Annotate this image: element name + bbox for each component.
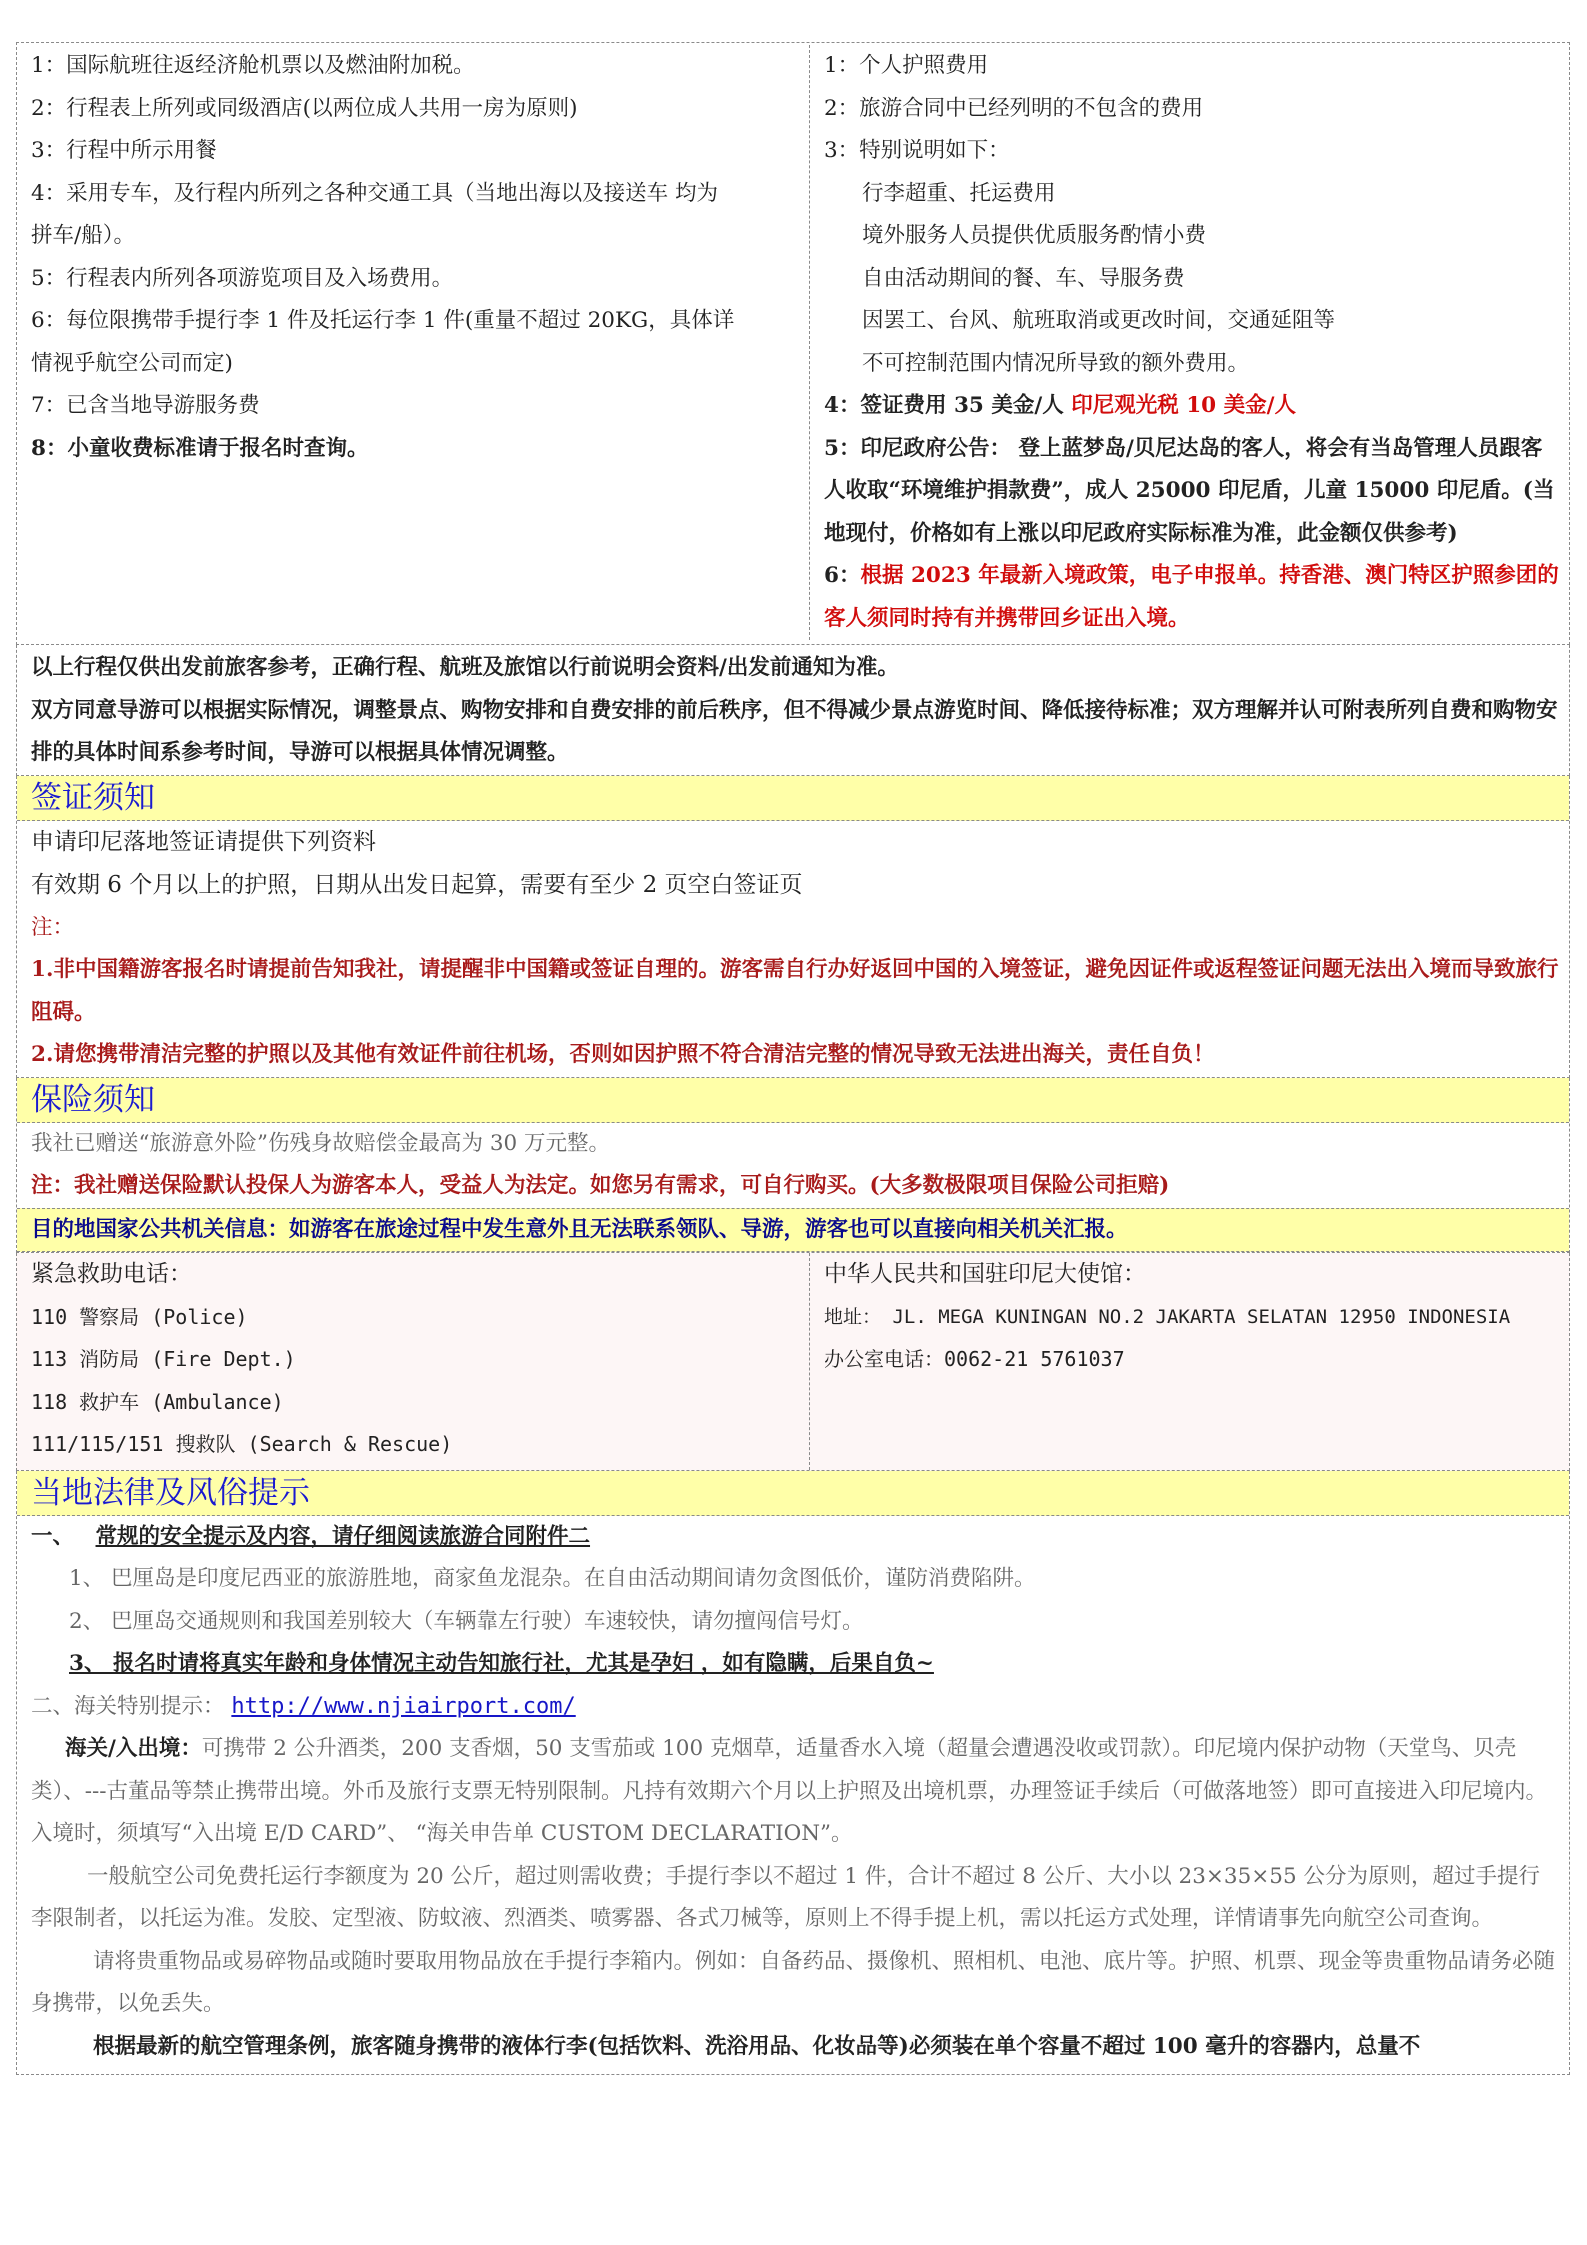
fee-table [16, 42, 1570, 645]
tourist-tax: 印尼观光税 10 美金/人 [1071, 393, 1296, 418]
visa-section [16, 776, 1570, 1078]
insurance-section [16, 1078, 1570, 1254]
insurance-note: 注：我社赠送保险默认投保人为游客本人，受益人为法定。如您另有需求，可自行购买。(大多数极限项目保险公司拒赔) [31, 1173, 1170, 1198]
included-item: 拼车/船）。 [31, 223, 135, 248]
customs-paragraph [17, 1728, 1569, 1856]
excluded-item: 3：特别说明如下： [824, 138, 1010, 163]
liquids-paragraph: 根据最新的航空管理条例，旅客随身携带的液体行李(包括饮料、洗浴用品、化妆品等)必须装在单个容量不超过 100 毫升的容器内，总量不 [93, 2033, 1421, 2059]
visa-note: 2.请您携带清洁完整的护照以及其他有效证件前往机场，否则如因护照不符合清洁完整的情况导致无法进出海关，责任自负！ [31, 1042, 1215, 1067]
entry-policy-text: 根据 2023 年最新入境政策，电子申报单。持香港、澳门特区护照参团的客人须同时持有并携带回乡证出入境。 [824, 563, 1559, 631]
law-section-1-title: 常规的安全提示及内容，请仔细阅读旅游合同附件二 [95, 1523, 591, 1549]
emergency-phone: 110 警察局 (Police) [31, 1304, 248, 1329]
excluded-subitem: 不可控制范围内情况所导致的额外费用。 [862, 350, 1250, 376]
insurance-heading: 保险须知 [17, 1078, 1569, 1123]
baggage-paragraph: 一般航空公司免费托运行李额度为 20 公斤，超过则需收费；手提行李以不超过 1 件，合计不超过 8 公斤、大小以 23×35×55 公分为原则，超过手提行李限制者，以托运为准。发胶、定型液、防蚊液、烈酒类、喷雾器、各式刀械等，原则上不得手提上机，需以托运方式处理，详情请事先向航空公司查询。 [31, 1863, 1540, 1931]
included-item: 1：国际航班往返经济舱机票以及燃油附加税。 [31, 53, 475, 78]
emergency-section [16, 1253, 1570, 1471]
included-item: 情视乎航空公司而定) [31, 350, 233, 376]
emergency-phones [17, 1253, 810, 1470]
law-section [16, 1471, 1570, 2076]
itinerary-notice [16, 645, 1570, 776]
document [16, 42, 1570, 2075]
customs-heading [17, 1686, 1569, 1729]
embassy-info [810, 1253, 1568, 1470]
entry-policy-label: 6： [824, 563, 861, 588]
included-item: 4：采用专车，及行程内所列之各种交通工具（当地出海以及接送车 均为 [31, 180, 719, 206]
valuables-paragraph: 请将贵重物品或易碎物品或随时要取用物品放在手提行李箱内。例如：自备药品、摄像机、照相机、电池、底片等。护照、机票、现金等贵重物品请务必随身携带，以免丢失。 [31, 1948, 1556, 2016]
excluded-item: 2：旅游合同中已经列明的不包含的费用 [824, 95, 1204, 121]
fee-excluded-column [810, 45, 1568, 640]
embassy-phone: 办公室电话：0062-21 5761037 [824, 1347, 1125, 1371]
excluded-subitem: 行李超重、托运费用 [862, 180, 1056, 206]
included-item: 3：行程中所示用餐 [31, 138, 217, 163]
emergency-phone: 113 消防局 (Fire Dept.) [31, 1347, 296, 1371]
visa-note: 1.非中国籍游客报名时请提前告知我社，请提醒非中国籍或签证自理的。游客需自行办好返回中国的入境签证，避免因证件或返程签证问题无法出入境而导致旅行阻碍。 [31, 957, 1559, 1025]
notice-line: 双方同意导游可以根据实际情况，调整景点、购物安排和自费安排的前后秩序，但不得减少景点游览时间、降低接待标准；双方理解并认可附表所列自费和购物安排的具体时间系参考时间，导游可以根据具体情况调整。 [31, 697, 1558, 765]
excluded-subitem: 境外服务人员提供优质服务酌情小费 [862, 223, 1207, 248]
law-section-1 [17, 1516, 1569, 1559]
visa-line: 申请印尼落地签证请提供下列资料 [31, 828, 376, 855]
emergency-phone: 111/115/151 搜救队 (Search & Rescue) [31, 1432, 453, 1456]
insurance-line: 我社已赠送“旅游意外险”伤残身故赔偿金最高为 30 万元整。 [31, 1130, 611, 1156]
visa-fee-item [810, 385, 1568, 428]
visa-fee-label: 4：签证费用 35 美金/人 [824, 393, 1064, 418]
emergency-title: 紧急救助电话： [31, 1261, 192, 1287]
customs-text: 可携带 2 公升酒类，200 支香烟，50 支雪茄或 100 克烟草，适量香水入境（超量会遭遇没收或罚款）。印尼境内保护动物（天堂鸟、贝壳类）、---古董品等禁止携带出境。外币及旅行支票无特别限制。凡持有效期六个月以上护照及出境机票，办理签证手续后（可做落地签）即可直接进入印尼境内。入境时，须填写“入出境 E/D CARD”、 “海关申告单 CUSTOM DECLARATION”。 [31, 1736, 1548, 1846]
airport-link[interactable]: http://www.njiairport.com/ [231, 1693, 576, 1719]
visa-note-label: 注： [31, 914, 75, 940]
emergency-phone: 118 救护车 (Ambulance) [31, 1389, 284, 1414]
fee-included-column [17, 45, 810, 640]
included-item: 5：行程表内所列各项游览项目及入场费用。 [31, 265, 454, 291]
entry-policy [810, 555, 1568, 640]
customs-heading-label: 二、海关特别提示： [31, 1693, 225, 1719]
visa-heading: 签证须知 [17, 776, 1569, 821]
government-notice: 5：印尼政府公告： 登上蓝梦岛/贝尼达岛的客人，将会有当岛管理人员跟客人收取“环境维护捐款费”，成人 25000 印尼盾，儿童 15000 印尼盾。(当地现付，价格如有上涨以印尼政府实际标准为准，此金额仅供参考) [824, 435, 1555, 546]
included-item: 6：每位限携带手提行李 1 件及托运行李 1 件(重量不超过 20KG，具体详 [31, 308, 735, 333]
included-item: 7：已含当地导游服务费 [31, 393, 260, 418]
embassy-title: 中华人民共和国驻印尼大使馆： [824, 1261, 1146, 1287]
embassy-address: 地址： JL. MEGA KUNINGAN NO.2 JAKARTA SELATAN 12950 INDONESIA [824, 1305, 1511, 1328]
law-item-3: 3、 报名时请将真实年龄和身体情况主动告知旅行社，尤其是孕妇 ，如有隐瞒，后果自负~ [69, 1651, 934, 1676]
law-item: 1、 巴厘岛是印度尼西亚的旅游胜地，商家鱼龙混杂。在自由活动期间请勿贪图低价，谨防消费陷阱。 [69, 1566, 1036, 1591]
included-item: 8：小童收费标准请于报名时查询。 [31, 435, 369, 461]
customs-label: 海关/入出境： [65, 1736, 202, 1761]
visa-line: 有效期 6 个月以上的护照，日期从出发日起算，需要有至少 2 页空白签证页 [31, 871, 803, 898]
notice-line: 以上行程仅供出发前旅客参考，正确行程、航班及旅馆以行前说明会资料/出发前通知为准。 [31, 655, 899, 680]
excluded-subitem: 自由活动期间的餐、车、导服务费 [862, 265, 1185, 291]
included-item: 2：行程表上所列或同级酒店(以两位成人共用一房为原则) [31, 95, 578, 121]
public-authority-info: 目的地国家公共机关信息：如游客在旅途过程中发生意外且无法联系领队、导游，游客也可以直接向相关机关汇报。 [17, 1208, 1569, 1253]
law-section-1-num: 一、 [31, 1523, 75, 1549]
excluded-item: 1：个人护照费用 [824, 53, 989, 78]
law-item: 2、 巴厘岛交通规则和我国差别较大（车辆靠左行驶）车速较快，请勿擅闯信号灯。 [69, 1608, 864, 1634]
law-heading: 当地法律及风俗提示 [17, 1471, 1569, 1516]
excluded-subitem: 因罢工、台风、航班取消或更改时间，交通延阻等 [862, 308, 1336, 333]
